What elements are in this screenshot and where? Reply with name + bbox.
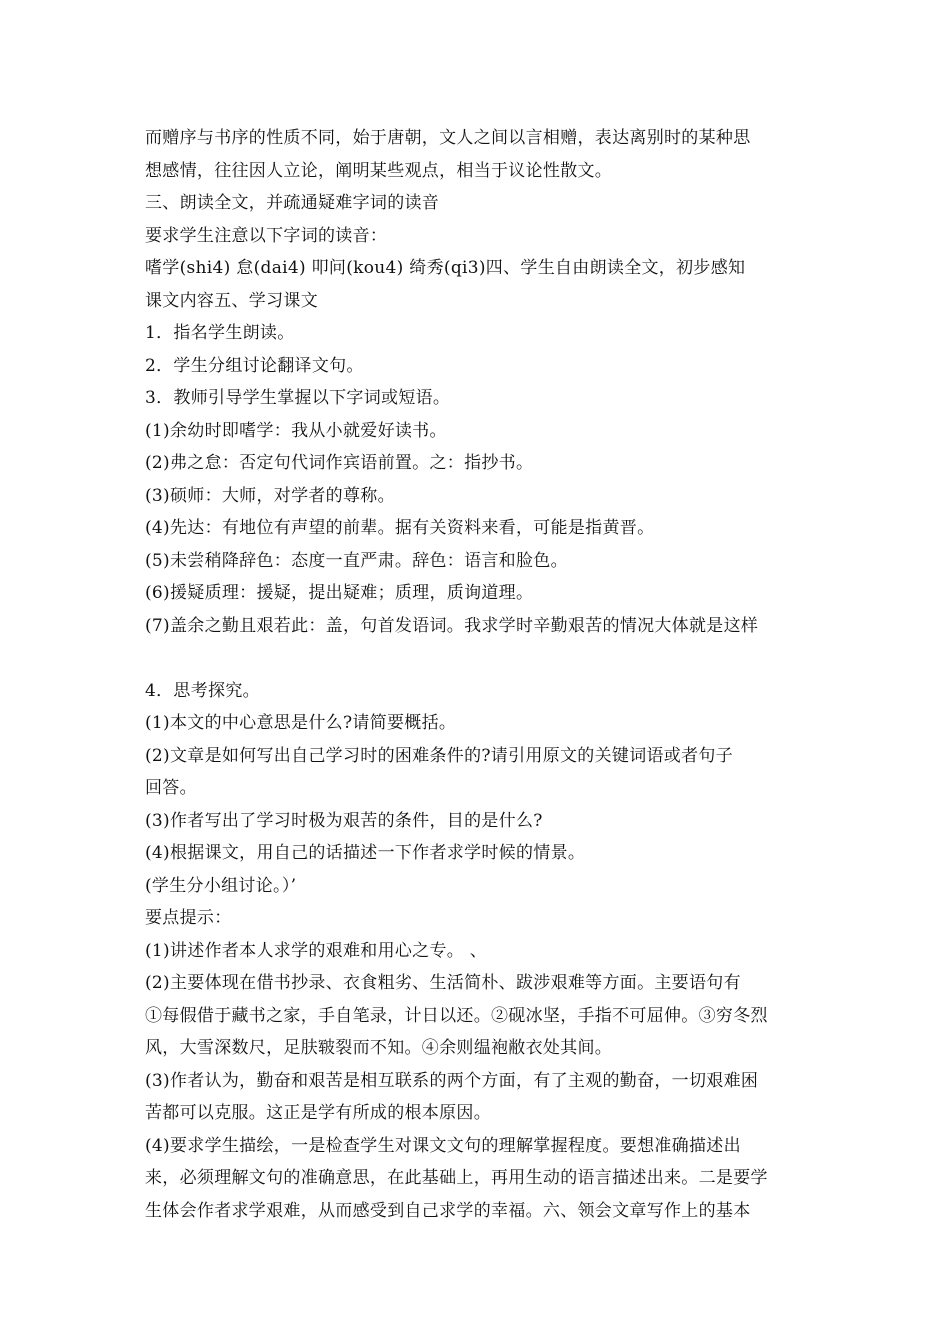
list-item: (2)主要体现在借书抄录、衣食粗劣、生活简朴、跋涉艰难等方面。主要语句有	[145, 973, 741, 993]
list-item: (3)硕师：大师，对学者的尊称。	[145, 485, 395, 506]
list-item: (7)盖余之勤且艰若此：盖，句首发语词。我求学时辛勤艰苦的情况大体就是这样	[145, 615, 759, 636]
text-line: 要求学生注意以下字词的读音：	[145, 225, 388, 246]
text-line: 生体会作者求学艰难，从而感受到自己求学的幸福。六、领会文章写作上的基本	[145, 1200, 751, 1221]
text-line: 苦都可以克服。这正是学有所成的根本原因。	[145, 1103, 491, 1123]
document-body	[145, 122, 810, 1227]
list-item: (4)先达：有地位有声望的前辈。据有关资料来看，可能是指黄晋。	[145, 518, 655, 538]
text-line: 而赠序与书序的性质不同，始于唐朝，文人之间以言相赠，表达离别时的某种思	[145, 128, 751, 148]
text-line: 来，必须理解文句的准确意思，在此基础上，再用生动的语言描述出来。二是要学	[145, 1168, 768, 1188]
text-line: (学生分小组讨论。）’	[145, 875, 297, 896]
list-item: (1)讲述作者本人求学的艰难和用心之专。 、	[145, 940, 488, 961]
blank-line	[145, 642, 810, 675]
list-item: 1．指名学生朗读。	[145, 323, 295, 343]
section-heading: 三、朗读全文，并疏通疑难字词的读音	[145, 193, 440, 213]
list-item: (6)援疑质理：援疑，提出疑难；质理，质询道理。	[145, 583, 534, 603]
list-item: (2)弗之怠：否定句代词作宾语前置。之：指抄书。	[145, 453, 534, 473]
text-line: ①每假借于藏书之家，手自笔录，计日以还。②砚冰坚，手指不可屈伸。③穷冬烈	[145, 1005, 768, 1026]
text-line: 想感情，往往因人立论，阐明某些观点，相当于议论性散文。	[145, 160, 613, 181]
list-item: (4)根据课文，用自己的话描述一下作者求学时候的情景。	[145, 843, 586, 863]
list-item: (4)要求学生描绘，一是检查学生对课文文句的理解掌握程度。要想准确描述出	[145, 1135, 741, 1156]
text-line: 课文内容五、学习课文	[145, 290, 318, 311]
list-item: (1)余幼时即嗜学：我从小就爱好读书。	[145, 420, 447, 441]
text-line: 要点提示：	[145, 908, 232, 928]
list-item: (2)文章是如何写出自己学习时的困难条件的?请引用原文的关键词语或者句子	[145, 745, 733, 766]
text-line: 回答。	[145, 778, 197, 798]
list-item: 3．教师引导学生掌握以下字词或短语。	[145, 388, 451, 408]
list-item: 4．思考探究。	[145, 680, 260, 701]
text-line: 嗜学(shi4) 怠(dai4) 叩问(kou4) 绮秀(qi3)四、学生自由朗读全文，初步感知	[145, 258, 746, 278]
list-item: (5)未尝稍降辞色：态度一直严肃。辞色：语言和脸色。	[145, 550, 568, 571]
list-item: (1)本文的中心意思是什么?请简要概括。	[145, 713, 457, 733]
list-item: (3)作者写出了学习时极为艰苦的条件，目的是什么?	[145, 810, 543, 831]
list-item: (3)作者认为，勤奋和艰苦是相互联系的两个方面，有了主观的勤奋，一切艰难困	[145, 1070, 759, 1091]
text-line: 风，大雪深数尺，足肤皲裂而不知。④余则缊袍敝衣处其间。	[145, 1038, 613, 1058]
list-item: 2．学生分组讨论翻译文句。	[145, 355, 364, 376]
